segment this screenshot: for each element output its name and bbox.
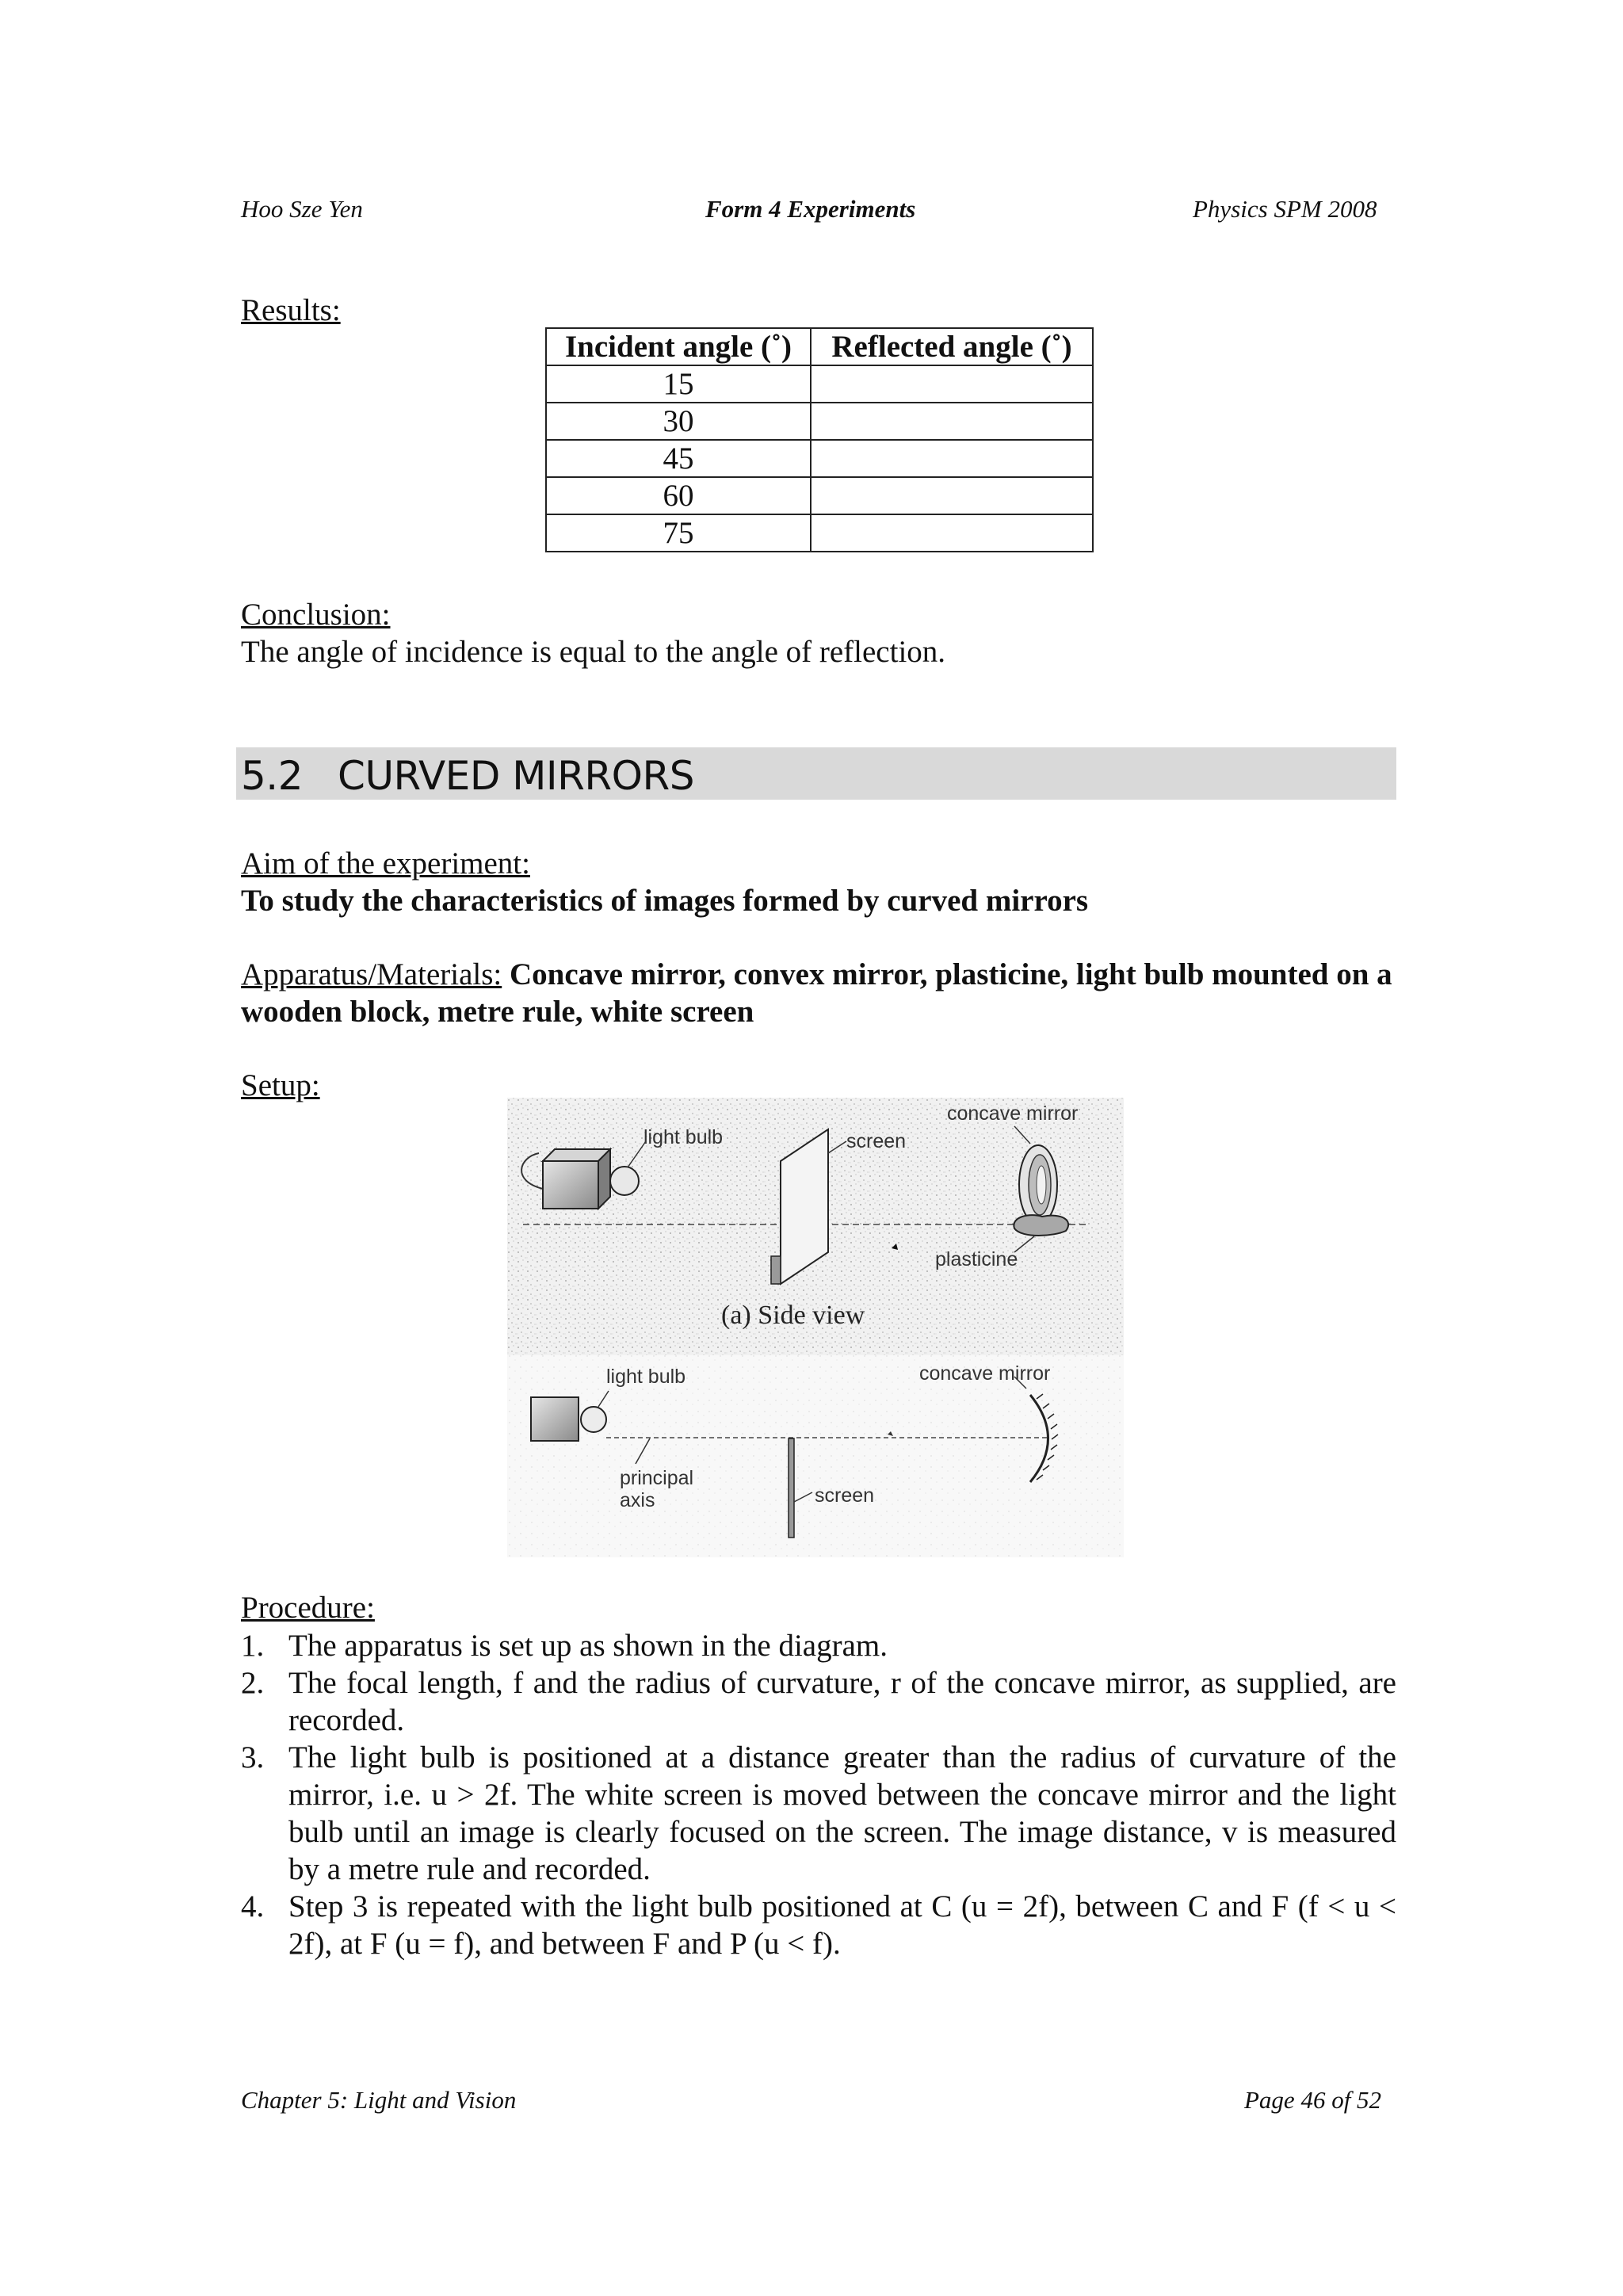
side-label-plasticine: plasticine — [935, 1248, 1018, 1270]
results-table — [545, 327, 1094, 552]
conclusion-text: The angle of incidence is equal to the angle of reflection. — [241, 635, 946, 669]
incident-cell: 60 — [546, 477, 811, 514]
conclusion-label: Conclusion: — [241, 598, 391, 632]
procedure-step-text: The focal length, f and the radius of curvature, r of the concave mirror, as supplied, are recorded. — [288, 1666, 1396, 1737]
reflected-cell — [811, 365, 1093, 403]
procedure-step-text: The light bulb is positioned at a distance greater than the radius of curvature of the mirror, i.e. u > 2f. The white screen is moved between the concave mirror and the light bulb until an image is clearly focused on the screen. The image distance, v is measured by a metre rule and recorded. — [288, 1740, 1396, 1886]
top-view — [507, 1355, 1124, 1557]
header-title: Form 4 Experiments — [705, 195, 916, 223]
reflected-cell — [811, 514, 1093, 552]
reflected-cell — [811, 403, 1093, 440]
top-block-icon — [531, 1397, 579, 1441]
procedure-step: 2. The focal length, f and the radius of curvature, r of the concave mirror, as supplied, are recorded. — [241, 1666, 1396, 1737]
side-label-light-bulb: light bulb — [643, 1126, 724, 1148]
table-row — [546, 514, 1093, 552]
light-bulb-icon — [610, 1167, 639, 1195]
column-header-reflected: Reflected angle (˚) — [811, 328, 1093, 365]
results-header-row — [546, 328, 1093, 365]
top-label-principal: principal — [620, 1467, 694, 1489]
top-label-screen: screen — [815, 1484, 875, 1507]
setup-diagram — [507, 1098, 1124, 1557]
side-view — [507, 1098, 1124, 1355]
table-row — [546, 477, 1093, 514]
table-row — [546, 365, 1093, 403]
top-label-light-bulb: light bulb — [606, 1366, 686, 1388]
procedure-step: 4. Step 3 is repeated with the light bulb positioned at C (u = 2f), between C and F (f < u < 2f), at F (u = f), and between F and P (u < f). — [241, 1889, 1396, 1961]
reflected-cell — [811, 477, 1093, 514]
side-label-screen: screen — [846, 1130, 907, 1152]
footer-page-number: Page 46 of 52 — [1244, 2086, 1382, 2114]
concave-mirror-icon — [1019, 1145, 1057, 1224]
table-row — [546, 440, 1093, 477]
incident-cell: 75 — [546, 514, 811, 552]
wooden-block-icon — [543, 1149, 610, 1209]
side-view-caption: (a) Side view — [721, 1301, 865, 1330]
section-number: 5.2 — [241, 753, 304, 799]
procedure-label: Procedure: — [241, 1591, 375, 1625]
header-course: Physics SPM 2008 — [1193, 195, 1377, 223]
table-row — [546, 403, 1093, 440]
incident-cell: 30 — [546, 403, 811, 440]
incident-cell: 15 — [546, 365, 811, 403]
procedure-step: 3. The light bulb is positioned at a distance greater than the radius of curvature of the mirror, i.e. u > 2f. The white screen is moved between the concave mirror and the light bulb until an image is clearly focused on the screen. The image distance, v is measured by a metre rule and recorded. — [241, 1740, 1396, 1886]
incident-cell: 45 — [546, 440, 811, 477]
top-screen-icon — [789, 1438, 794, 1538]
top-light-bulb-icon — [581, 1407, 606, 1432]
footer-chapter: Chapter 5: Light and Vision — [241, 2086, 517, 2114]
results-label: Results: — [241, 293, 341, 327]
procedure-step: 1. The apparatus is set up as shown in the diagram. — [241, 1629, 888, 1663]
apparatus-label: Apparatus/Materials: — [241, 957, 502, 991]
procedure-list — [241, 1627, 1396, 1962]
aim-label: Aim of the experiment: — [241, 846, 530, 881]
plasticine-icon — [1014, 1215, 1068, 1236]
apparatus-paragraph — [241, 956, 1396, 1030]
procedure-step-text: The apparatus is set up as shown in the diagram. — [288, 1629, 888, 1663]
top-view-background — [507, 1355, 1124, 1557]
procedure-step-text: Step 3 is repeated with the light bulb positioned at C (u = 2f), between C and F (f < u < 2f), at F (u = f), and between F and P (u < f). — [288, 1889, 1396, 1961]
side-label-concave-mirror: concave mirror — [947, 1102, 1079, 1125]
section-title: CURVED MIRRORS — [338, 753, 694, 799]
section-heading — [241, 753, 694, 799]
apparatus-text: Concave mirror, convex mirror, plasticine, light bulb mounted on a wooden block, metre rule, white screen — [241, 957, 1392, 1029]
column-header-incident: Incident angle (˚) — [546, 328, 811, 365]
top-label-axis: axis — [620, 1489, 655, 1511]
header-author: Hoo Sze Yen — [241, 195, 363, 223]
setup-label: Setup: — [241, 1068, 320, 1102]
reflected-cell — [811, 440, 1093, 477]
aim-text: To study the characteristics of images formed by curved mirrors — [241, 884, 1089, 918]
top-label-concave-mirror: concave mirror — [919, 1362, 1051, 1385]
